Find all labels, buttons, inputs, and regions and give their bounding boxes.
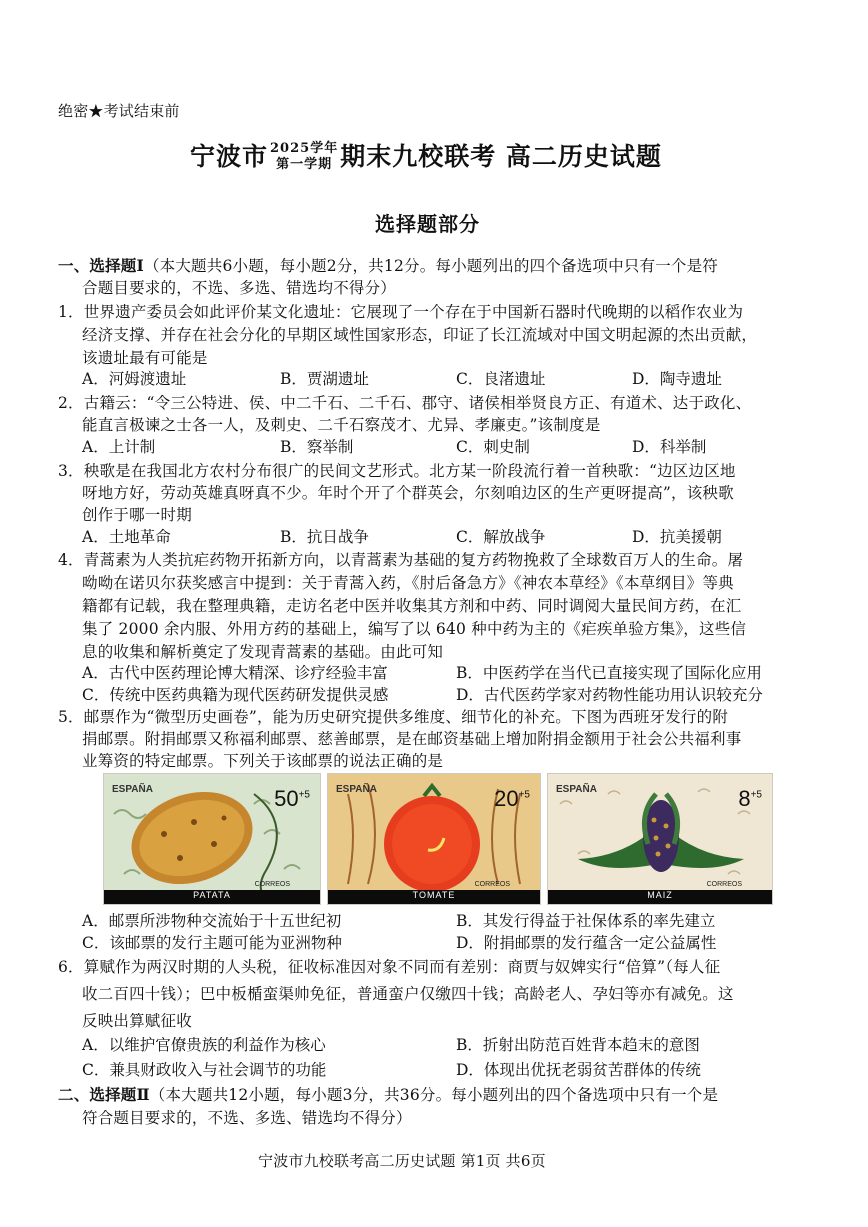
- title-term-stack: [270, 141, 338, 173]
- stamp-value: [738, 786, 762, 812]
- stamp-correos: CORREOS: [254, 881, 290, 888]
- q2-line: 2．古籍云：“令三公特进、侯、中二千石、二千石、郡守、诸侯相举贤良方正、有道术、达于政化、: [58, 394, 752, 412]
- stamp-caption: PATATA: [193, 890, 231, 900]
- q5-line: 业筹资的特定邮票。下列关于该邮票的说法正确的是: [82, 752, 444, 770]
- title-term: 第一学期: [276, 156, 333, 172]
- title-year: 2025学年: [270, 140, 339, 156]
- q3-option-d[interactable]: D．抗美援朝: [632, 528, 722, 546]
- q1-option-b[interactable]: B．贾湖遗址: [280, 370, 369, 388]
- section1-header: [58, 256, 718, 276]
- stamp-caption: TOMATE: [412, 890, 456, 900]
- section2-header: [58, 1085, 718, 1105]
- q4-line: 籍都有记载，我在整理典籍，走访名老中医并收集其方剂和中药、同时调阅大量民间方药，在汇: [82, 597, 742, 615]
- section1-heading: 一、选择题Ⅰ: [58, 256, 144, 275]
- q1-option-d[interactable]: D．陶寺遗址: [632, 370, 722, 388]
- stamp-face-value: 8: [738, 786, 751, 811]
- page-title: [190, 137, 662, 177]
- stamp-caption: MAIZ: [647, 890, 673, 900]
- q2-option-b[interactable]: B．察举制: [280, 438, 354, 456]
- page-footer: 宁波市九校联考高二历史试题 第1页 共6页: [258, 1152, 546, 1170]
- q3-line: 3．秧歌是在我国北方农村分布很广的民间文艺形式。北方某一阶段流行着一首秧歌：“边区边区地: [58, 462, 736, 480]
- stamp-patata: [103, 773, 321, 905]
- stamp-images: [103, 773, 773, 905]
- confidential-mark: 绝密★考试结束前: [58, 102, 180, 120]
- q2-line: 能直言极谏之士各一人，及刺史、二千石察茂才、尤异、孝廉吏。”该制度是: [82, 416, 601, 434]
- q6-option-d[interactable]: D．体现出优抚老弱贫苦群体的传统: [456, 1061, 701, 1079]
- part-title: 选择题部分: [375, 212, 480, 236]
- section1-desc-cont: 合题目要求的，不选、多选、错选均不得分）: [82, 279, 397, 297]
- stamp-correos: CORREOS: [706, 881, 742, 888]
- q3-line: 创作于哪一时期: [82, 506, 192, 524]
- stamp-maiz: [547, 773, 773, 905]
- stamp-country: ESPAÑA: [556, 784, 597, 795]
- q5-option-a[interactable]: A．邮票所涉物种交流始于十五世纪初: [82, 912, 342, 930]
- stamp-country: ESPAÑA: [336, 784, 377, 795]
- q4-line: 4．青蒿素为人类抗疟药物开拓新方向，以青蒿素为基础的复方药物挽救了全球数百万人的生命。屠: [58, 551, 744, 569]
- stamp-value: [274, 786, 310, 812]
- q2-option-a[interactable]: A．上计制: [82, 438, 156, 456]
- q3-option-c[interactable]: C．解放战争: [456, 528, 546, 546]
- q1-line: 该遗址最有可能是: [82, 349, 208, 367]
- q5-option-c[interactable]: C．该邮票的发行主题可能为亚洲物种: [82, 934, 342, 952]
- q1-line: 经济支撑、并存在社会分化的早期区域性国家形态，印证了长江流域对中国文明起源的杰出贡献，: [82, 326, 758, 344]
- stamp-surcharge: +5: [750, 789, 762, 801]
- q1-option-a[interactable]: A．河姆渡遗址: [82, 370, 187, 388]
- section2-heading: 二、选择题Ⅱ: [58, 1085, 150, 1104]
- section1-desc: （本大题共6小题，每小题2分，共12分。每小题列出的四个备选项中只有一个是符: [143, 257, 719, 275]
- q3-line: 呀地方好，劳动英雄真呀真不少。年时个开了个群英会，尔刻咱边区的生产更呀提高”，该秧歌: [82, 484, 734, 502]
- q5-option-b[interactable]: B．其发行得益于社保体系的率先建立: [456, 912, 716, 930]
- q3-option-a[interactable]: A．土地革命: [82, 528, 171, 546]
- q5-line: 5．邮票作为“微型历史画卷”，能为历史研究提供多维度、细节化的补充。下图为西班牙发行的附: [58, 708, 729, 726]
- q1-option-c[interactable]: C．良渚遗址: [456, 370, 546, 388]
- q2-option-c[interactable]: C．刺史制: [456, 438, 530, 456]
- q5-line: 捐邮票。附捐邮票又称福利邮票、慈善邮票，是在邮资基础上增加附捐金额用于社会公共福利事: [82, 730, 742, 748]
- q4-line: 集了 2000 余内服、外用方药的基础上，编写了以 640 种中药为主的《疟疾单验方集》，这些信: [82, 620, 747, 638]
- stamp-surcharge: +5: [518, 789, 530, 801]
- q4-option-b[interactable]: B．中医药学在当代已直接实现了国际化应用: [456, 664, 762, 682]
- q6-option-b[interactable]: B．折射出防范百姓背本趋末的意图: [456, 1036, 700, 1054]
- q4-option-c[interactable]: C．传统中医药典籍为现代医药研发提供灵感: [82, 686, 389, 704]
- section2-desc-cont: 符合题目要求的，不选、多选、错选均不得分）: [82, 1109, 412, 1127]
- stamp-surcharge: +5: [298, 789, 310, 801]
- q5-option-d[interactable]: D．附捐邮票的发行蕴含一定公益属性: [456, 934, 717, 952]
- stamp-value: [494, 786, 530, 812]
- q2-option-d[interactable]: D．科举制: [632, 438, 707, 456]
- q4-option-d[interactable]: D．古代医药学家对药物性能功用认识较充分: [456, 686, 763, 704]
- stamp-face-value: 50: [274, 786, 299, 811]
- section2-desc: （本大题共12小题，每小题3分，共36分。每小题列出的四个备选项中只有一个是: [149, 1086, 719, 1104]
- q1-line: 1．世界遗产委员会如此评价某文化遗址：它展现了一个存在于中国新石器时代晚期的以稻作农业为: [58, 303, 744, 321]
- stamp-face-value: 20: [494, 786, 519, 811]
- q6-line: 收二百四十钱）；巴中板楯蛮渠帅免征，普通蛮户仅缴四十钱；高龄老人、孕妇等亦有减免。这: [82, 985, 734, 1003]
- title-exam: 期末九校联考 高二历史试题: [340, 142, 662, 171]
- title-city: 宁波市: [190, 142, 269, 171]
- q6-line: 6．算赋作为两汉时期的人头税，征收标准因对象不同而有差别：商贾与奴婢实行“倍算”（每人征: [58, 958, 721, 976]
- q6-option-a[interactable]: A．以维护官僚贵族的利益作为核心: [82, 1036, 326, 1054]
- stamp-tomate: [327, 773, 541, 905]
- q4-line: 息的收集和解析奠定了发现青蒿素的基础。由此可知: [82, 643, 444, 661]
- q4-option-a[interactable]: A．古代中医药理论博大精深、诊疗经验丰富: [82, 664, 388, 682]
- stamp-country: ESPAÑA: [112, 784, 153, 795]
- q3-option-b[interactable]: B．抗日战争: [280, 528, 369, 546]
- q4-line: 呦呦在诺贝尔获奖感言中提到：关于青蒿入药，《肘后备急方》《神农本草经》《本草纲目》等典: [82, 574, 734, 592]
- q6-line: 反映出算赋征收: [82, 1012, 192, 1030]
- stamp-correos: CORREOS: [474, 881, 510, 888]
- q6-option-c[interactable]: C．兼具财政收入与社会调节的功能: [82, 1061, 327, 1079]
